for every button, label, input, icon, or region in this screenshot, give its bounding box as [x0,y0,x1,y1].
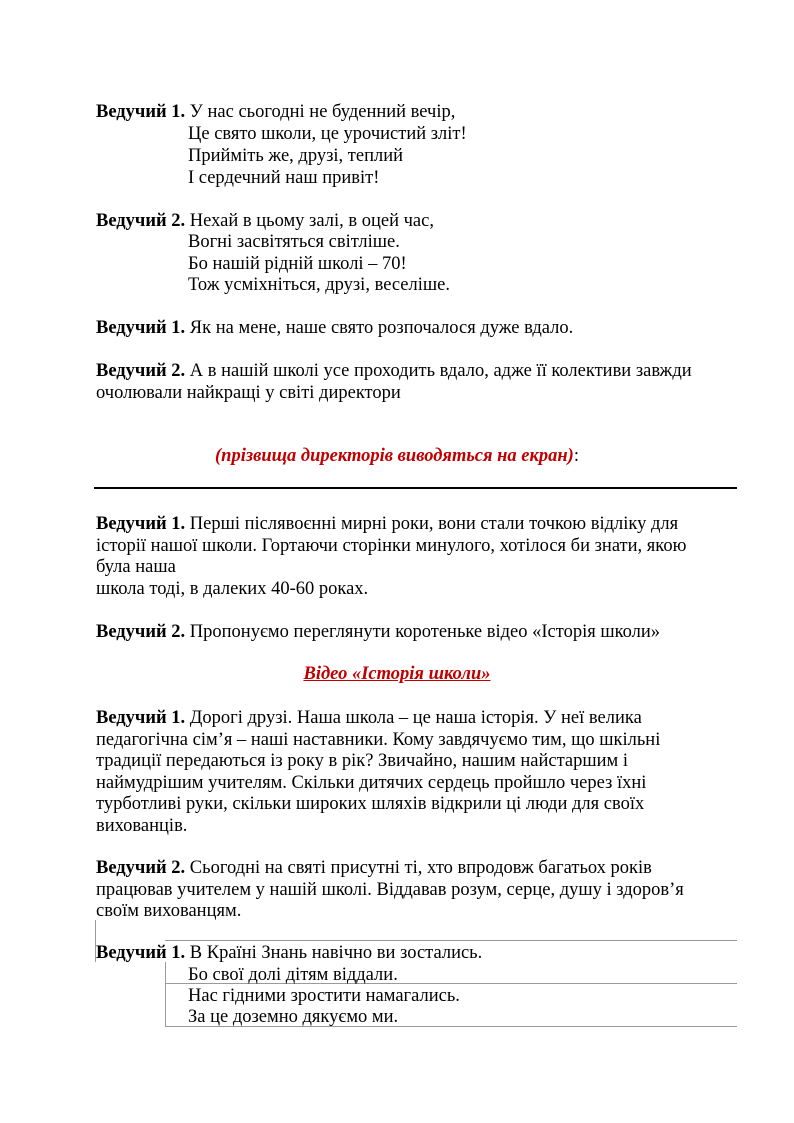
block1-line3: Прийміть же, друзі, теплий [188,146,403,166]
table-border-top [165,940,737,941]
block7-line6: вихованців. [96,816,188,836]
block9-line4: За це доземно дякуємо ми. [188,1007,399,1027]
speaker-label: Ведучий 2. [96,622,186,642]
block9-line3: Нас гідними зростити намагались. [188,986,460,1006]
speaker-label: Ведучий 2. [96,361,186,381]
block8-line2: працював учителем у нашій школі. Віддавав розум, серце, душу і здоров’я [96,880,684,900]
block7-line1 [96,707,642,729]
block1-line1 [96,101,455,123]
block5-line4: школа тоді, в далеких 40-60 роках. [96,579,369,599]
verse-text: Нехай в цьому залі, в оцей час, [189,211,434,231]
speaker-label: Ведучий 2. [96,211,186,231]
block7-line5: турботливі руки, скільки широких шляхів відкрили ці люди для своїх [96,794,645,814]
block8-line1 [96,857,652,879]
paragraph-text: А в нашій школі усе проходить вдало, адже її колективи завжди [189,361,692,381]
speaker-label: Ведучий 1. [96,102,186,122]
speaker-label: Ведучий 2. [96,858,186,878]
paragraph-text: Дорогі друзі. Наша школа – це наша історія. У неї велика [189,708,642,728]
directors-note-colon: : [573,446,579,466]
paragraph-text: Перші післявоєнні мирні роки, вони стали точкою відліку для [189,514,679,534]
speaker-label: Ведучий 1. [96,318,186,338]
speaker-label: Ведучий 1. [96,708,186,728]
paragraph-text: Сьогодні на святі присутні ті, хто впродовж багатьох років [189,858,652,878]
block5-line1 [96,513,678,535]
directors-note [0,445,794,467]
block4-line1 [96,360,692,382]
block1-line2: Це свято школи, це урочистий зліт! [188,124,467,144]
verse-text: В Країні Знань навічно ви зостались. [189,943,483,963]
block7-line4: наймудрішим учителям. Скільки дитячих сердець пройшло через їхні [96,773,647,793]
video-title [0,663,794,685]
block2-line3: Бо нашій рідній школі – 70! [188,254,407,274]
table-border-inner-left [165,962,166,1026]
block7-line3: традиції передаються із року в рік? Звичайно, нашим найстаршим і [96,751,628,771]
block9-line2: Бо свої долі дітям віддали. [188,965,398,985]
block2-line2: Вогні засвітяться світліше. [188,232,400,252]
horizontal-divider [94,487,737,489]
speaker-label: Ведучий 1. [96,514,186,534]
block2-line4: Тож усміхніться, друзі, веселіше. [188,275,450,295]
block2-line1 [96,210,434,232]
block1-line4: І сердечний наш привіт! [188,168,380,188]
paragraph-text: Пропонуємо переглянути коротеньке відео «Історія школи» [189,622,661,642]
block4-line2: очолювали найкращі у світі директори [96,383,401,403]
block5-line3: була наша [96,557,176,577]
paragraph-text: Як на мене, наше свято розпочалося дуже вдало. [189,318,574,338]
video-title-text: Відео «Історія школи» [303,664,491,684]
block6-line1 [96,621,660,643]
directors-note-text: (прізвища директорів виводяться на екран) [215,446,574,466]
block3-line1 [96,317,573,339]
block7-line2: педагогічна сім’я – наші наставники. Кому завдячуємо тим, що шкільні [96,730,661,750]
block9-line1 [96,942,482,964]
speaker-label: Ведучий 1. [96,943,186,963]
block5-line2: історії нашої школи. Гортаючи сторінки минулого, хотілося би знати, якою [96,536,687,556]
verse-text: У нас сьогодні не буденний вечір, [189,102,456,122]
block8-line3: своїм вихованцям. [96,901,242,921]
